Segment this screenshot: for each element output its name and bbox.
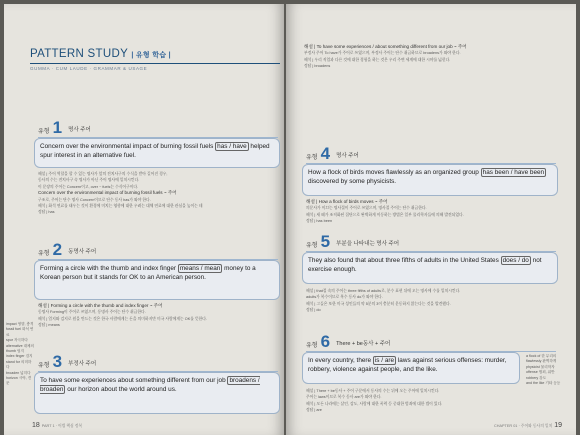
answer-options[interactable]: is / are xyxy=(374,357,395,364)
type-3-header: 유형 3 부정사 주어 xyxy=(38,354,278,369)
type-1-header: 유형 1 명사 주어 xyxy=(38,120,278,135)
type-description: 동명사 주어 xyxy=(68,249,97,255)
type-description: 부분을 나타내는 명사 주어 xyxy=(336,241,400,247)
answer-options[interactable]: has / have xyxy=(217,143,247,150)
footer-chapter: CHAPTER 01 · 주어와 동사의 일치 xyxy=(494,424,553,428)
type-number: 6 xyxy=(320,332,331,351)
explanation-1: 해설 | 주어 역할을 할 수 있는 명사가 앞의 전치사구의 수식을 받아 길어진 경우, 동사의 수는 전치사구 속 명사가 아닌 주어 명사에 일치시킨다. 이 문장의 주어는 Concern이고, over ~ fuels는 수식어구이다. Concern over the environmental impact of burning fossil fuels ~ 주어 구조로, 주어는 단수 명사 Concern이므로 단수 동사 has가 와야 한다. 해석 | 화석 연료를 태우는 것이 환경에 미치는 영향에 대한 우려는 대체 연료에 대한 관심을 높이는 데 정답 | has xyxy=(38,172,203,215)
page-number: 18 xyxy=(32,422,40,429)
section-caption: GUMMA · CUM LAUDE · GRAMMAR & USAGE xyxy=(30,66,148,71)
footer-part: PART 1 · 어법 핵심 정복 xyxy=(41,424,83,428)
type-2-header: 유형 2 동명사 주어 xyxy=(38,242,278,257)
page-number: 19 xyxy=(554,422,562,429)
left-page xyxy=(4,4,284,435)
type-6-header: 유형 6 There + be동사 + 주어 xyxy=(306,334,556,349)
explanation-6: 해설 | There + be동사 + 주어 구문에서 동사의 수는 뒤에 오는 주어에 일치시킨다. 주어는 laws이므로 복수 동사 are가 와야 한다. 해석 | 모든 나라에는 살인, 강도, 사람에 대한 폭력 등 중대한 범죄에 대한 법이 있다. 정답 | are xyxy=(306,389,443,413)
answer-options[interactable]: has been / have been xyxy=(482,169,545,176)
explanation-3: 해설 | To have some experiences / about something different from our job ~ 주어 부정사 주어 To have가 주어로 쓰였으며, 부정사 주어는 단수 취급하므로 broadens가 와야 한다. 해석 | 우리 직업과 다른 것에 대한 경험을 하는 것은 우리 주변 세계에 대한 시야를 넓힌다. 정답 | broadens xyxy=(304,44,467,69)
answer-options[interactable]: does / do xyxy=(502,257,529,264)
type-description: There + be동사 + 주어 xyxy=(336,341,391,347)
section-title: PATTERN STUDY xyxy=(30,48,128,60)
type-description: 명사 주어 xyxy=(68,127,91,133)
right-page xyxy=(286,4,576,435)
question-box-2: Forming a circle with the thumb and index finger means / mean money to a Korean person but it stands for OK to an American person. xyxy=(34,260,280,300)
type-5-header: 유형 5 부분을 나타내는 명사 주어 xyxy=(306,234,556,249)
type-description: 부정사 주어 xyxy=(68,361,97,367)
left-footer xyxy=(32,422,82,429)
title-rule xyxy=(30,63,280,64)
type-number: 4 xyxy=(320,144,331,163)
type-4-header: 유형 4 명사 주어 xyxy=(306,146,556,161)
explanation-4: 해설 | How a flock of birds moves ~ 주어 의문사가 이끄는 명사절이 주어로 쓰였으며, 명사절 주어는 단수 취급한다. 해석 | 새 떼가 조직화된 집단으로 완벽하게 이동하는 방법은 일부 물리학자들에 의해 발견되었다. 정답 | has been xyxy=(306,199,464,224)
answer-options[interactable]: broadens / broaden xyxy=(40,377,260,394)
question-box-6: In every country, there is / are laws against serious offenses: murder, robbery, violence against people, and the like. xyxy=(302,352,520,384)
explanation-5: 해설 | that절 속의 주어는 three fifths of adults로, 분수 표현 뒤에 오는 명사에 수를 일치시킨다. adults가 복수이므로 복수 동사 do가 와야 한다. 해석 | 그들은 또한 미국 성인들의 약 5분의 3이 충분히 운동하지 않는다는 것을 발견했다. 정답 | do xyxy=(306,289,461,313)
answer-options[interactable]: means / mean xyxy=(179,265,221,272)
question-box-4: How a flock of birds moves flawlessly as an organized group has been / have been discovered by some physicists. xyxy=(302,164,558,196)
pattern-study-header xyxy=(30,48,280,71)
type-number: 3 xyxy=(52,352,63,371)
section-subtitle: | 유형 학습 | xyxy=(131,52,171,59)
type-number: 1 xyxy=(52,118,63,137)
question-box-3: To have some experiences about something different from our job broadens / broaden our horizon about the world around us. xyxy=(34,372,280,414)
vocabulary-sidebar: impact 영향, 충격 fossil fuel 화석 연료 spur 자극하다 alternative 대체의 thumb 엄지 index finger 검지 stand for 의미하다 broaden 넓히다 horizon 시야, 견문 xyxy=(6,322,34,386)
right-footer xyxy=(494,422,562,429)
explanation-2: 해설 | Forming a circle with the thumb and index finger ~ 주어 동명사 Forming이 주어로 쓰였으며, 동명사 주어는 단수 취급한다. 해석 | 엄지와 검지로 원을 만드는 것은 한국 사람에게는 돈을 의미하지만 미국 사람에게는 OK를 뜻한다. 정답 | means xyxy=(38,303,208,328)
question-box-1: Concern over the environmental impact of burning fossil fuels has / have helped spur interest in an alternative fuel. xyxy=(34,138,280,168)
vocabulary-sidebar: a flock of 한 무리의 flawlessly 완벽하게 physicist 물리학자 offense 범죄, 위반 robbery 강도 and the like 기타 등등 xyxy=(526,354,561,386)
type-number: 2 xyxy=(52,240,63,259)
type-number: 5 xyxy=(320,232,331,251)
type-description: 명사 주어 xyxy=(336,153,359,159)
question-box-5: They also found that about three fifths of adults in the United States does / do not exercise enough. xyxy=(302,252,558,284)
